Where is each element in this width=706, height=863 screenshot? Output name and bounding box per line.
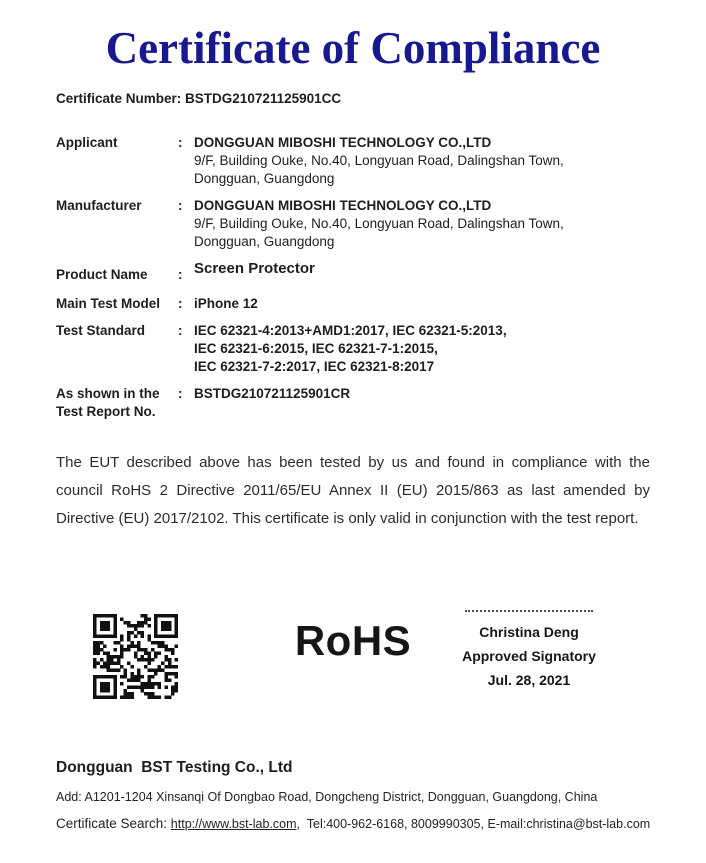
field-row-test-report-number	[56, 385, 650, 421]
certificate-search-label: Certificate Search:	[56, 816, 171, 831]
test-standard-value	[194, 322, 650, 376]
lab-contact-info: , Tel:400-962-6168, 8009990305, E-mail:christina@bst-lab.com	[296, 817, 651, 831]
test-standard-line1: IEC 62321-4:2013+AMD1:2017, IEC 62321-5:2013,	[194, 323, 507, 338]
field-row-main-test-model	[56, 295, 650, 313]
stamps-band	[0, 600, 706, 710]
product-name-value: Screen Protector	[194, 260, 315, 277]
qr-code	[93, 614, 178, 699]
manufacturer-name: DONGGUAN MIBOSHI TECHNOLOGY CO.,LTD	[194, 198, 492, 213]
field-separator: :	[178, 323, 183, 338]
manufacturer-address-line1: 9/F, Building Ouke, No.40, Longyuan Road, Dalingshan Town,	[194, 216, 564, 231]
test-report-label	[56, 385, 178, 421]
test-report-label-line1: As shown in the	[56, 386, 160, 401]
field-separator: :	[178, 296, 183, 311]
signatory-title: Approved Signatory	[462, 648, 596, 664]
applicant-label: Applicant	[56, 135, 118, 150]
compliance-statement: The EUT described above has been tested by us and found in compliance with the council RoHS 2 Directive 2011/65/EU Annex II (EU) 2015/863 as last amended by Directive (EU) 2017/2102. This certificate is only valid in conjunction with the test report.	[56, 454, 650, 527]
manufacturer-address-line2: Dongguan, Guangdong	[194, 234, 335, 249]
lab-website-link[interactable]: http://www.bst-lab.com	[170, 817, 297, 831]
signature-dotted-line	[465, 610, 593, 612]
signatory-block	[455, 610, 603, 692]
field-separator: :	[178, 386, 183, 401]
field-separator: :	[178, 198, 183, 213]
product-name-label: Product Name	[56, 267, 148, 282]
test-standard-label: Test Standard	[56, 323, 146, 338]
page-title: Certificate of Compliance	[105, 23, 601, 73]
applicant-name: DONGGUAN MIBOSHI TECHNOLOGY CO.,LTD	[194, 135, 492, 150]
field-row-applicant	[56, 134, 650, 188]
field-separator: :	[178, 135, 183, 150]
field-row-test-standard	[56, 322, 650, 376]
test-report-label-line2: Test Report No.	[56, 404, 156, 419]
field-separator: :	[178, 267, 183, 282]
test-standard-line2: IEC 62321-6:2015, IEC 62321-7-1:2015,	[194, 341, 438, 356]
certificate-number-value: BSTDG210721125901CC	[185, 91, 342, 106]
field-row-manufacturer	[56, 197, 650, 251]
certificate-number	[56, 90, 650, 108]
certificate-number-label: Certificate Number:	[56, 91, 182, 106]
test-standard-line3: IEC 62321-7-2:2017, IEC 62321-8:2017	[194, 359, 435, 374]
field-row-product-name	[56, 259, 650, 284]
lab-footer	[56, 758, 656, 833]
main-test-model-value: iPhone 12	[194, 296, 258, 311]
qr-code-icon	[93, 614, 178, 699]
applicant-address-line1: 9/F, Building Ouke, No.40, Longyuan Road, Dalingshan Town,	[194, 153, 564, 168]
certificate-fields	[56, 134, 650, 421]
lab-company-name: Dongguan BST Testing Co., Ltd	[56, 759, 293, 776]
applicant-value	[194, 134, 650, 188]
signatory-date: Jul. 28, 2021	[487, 672, 571, 688]
test-report-value: BSTDG210721125901CR	[194, 386, 351, 401]
signatory-name: Christina Deng	[479, 624, 579, 640]
certificate-search-line	[56, 815, 656, 833]
manufacturer-label: Manufacturer	[56, 198, 142, 213]
manufacturer-value	[194, 197, 650, 251]
applicant-address-line2: Dongguan, Guangdong	[194, 171, 335, 186]
rohs-logo: RoHS	[294, 617, 412, 664]
main-test-model-label: Main Test Model	[56, 296, 161, 311]
lab-address: Add: A1201-1204 Xinsanqi Of Dongbao Road, Dongcheng District, Dongguan, Guangdong, China	[56, 790, 598, 804]
